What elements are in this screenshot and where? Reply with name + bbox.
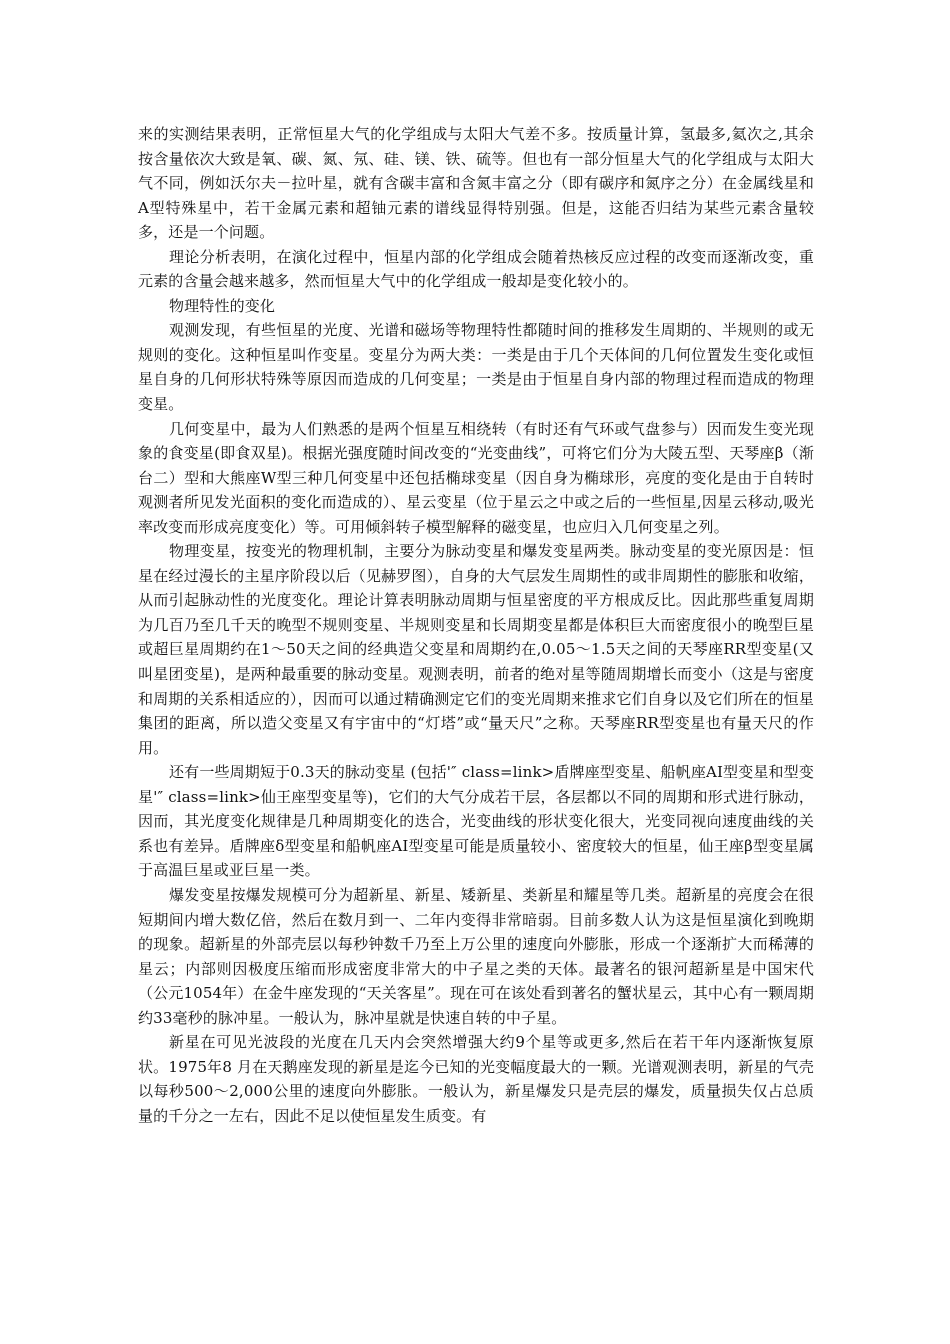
paragraph-theory-analysis: 理论分析表明，在演化过程中，恒星内部的化学组成会随着热核反应过程的改变而逐渐改变，重元素的含量会越来越多，然而恒星大气中的化学组成一般却是变化较小的。: [138, 247, 814, 291]
document-page: [138, 122, 814, 1128]
paragraph-variable-stars: 观测发现，有些恒星的光度、光谱和磁场等物理特性都随时间的推移发生周期的、半规则的或无规则的变化。这种恒星叫作变星。变星分为两大类：一类是由于几个天体间的几何位置发生变化或恒星自身的几何形状特殊等原因而造成的几何变星；一类是由于恒星自身内部的物理过程而造成的物理变星。: [138, 321, 814, 414]
paragraph-short-period-pulsators: 还有一些周期短于0.3天的脉动变星 (包括'″ class=link>盾牌座型变星、船帆座AI型变星和型变星'″ class=link>仙王座型变星等)，它们的大气分成若干层，各层都以不同的周期和形式进行脉动，因而，其光度变化规律是几种周期变化的迭合，光变曲线的形状变化很大，光变同视向速度曲线的关系也有差异。盾牌座δ型变星和船帆座AI型变星可能是质量较小、密度较大的恒星，仙王座β型变星属于高温巨星或亚巨星一类。: [138, 763, 814, 880]
paragraph-physical-variables: 物理变星，按变光的物理机制，主要分为脉动变星和爆发变星两类。脉动变星的变光原因是：恒星在经过漫长的主星序阶段以后（见赫罗图），自身的大气层发生周期性的或非周期性的膨胀和收缩，从而引起脉动性的光度变化。理论计算表明脉动周期与恒星密度的平方根成反比。因此那些重复周期为几百乃至几千天的晚型不规则变星、半规则变星和长周期变星都是体积巨大而密度很小的晚型巨星或超巨星周期约在1～50天之间的经典造父变星和周期约在,0.05～1.5天之间的天琴座RR型变星(又叫星团变星)，是两种最重要的脉动变星。观测表明，前者的绝对星等随周期增长而变小（这是与密度和周期的关系相适应的），因而可以通过精确测定它们的变光周期来推求它们自身以及它们所在的恒星集团的距离，所以造父变星又有宇宙中的“灯塔”或“量天尺”之称。天琴座RR型变星也有量天尺的作用。: [138, 542, 814, 757]
paragraph-geometric-variables: 几何变星中，最为人们熟悉的是两个恒星互相绕转（有时还有气环或气盘参与）因而发生变光现象的食变星(即食双星)。根据光强度随时间改变的“光变曲线”，可将它们分为大陵五型、天琴座β（渐台二）型和大熊座W型三种几何变星中还包括椭球变星（因自身为椭球形，亮度的变化是由于自转时观测者所见发光面积的变化而造成的）、星云变星（位于星云之中或之后的一些恒星,因星云移动,吸光率改变而形成亮度变化）等。可用倾斜转子模型解释的磁变星，也应归入几何变星之列。: [138, 419, 814, 536]
paragraph-atmosphere-composition: 来的实测结果表明，正常恒星大气的化学组成与太阳大气差不多。按质量计算，氢最多,氦次之,其余按含量依次大致是氧、碳、氮、氖、硅、镁、铁、硫等。但也有一部分恒星大气的化学组成与太阳大气不同，例如沃尔夫－拉叶星，就有含碳丰富和含氮丰富之分（即有碳序和氮序之分）在金属线星和A型特殊星中，若干金属元素和超铀元素的谱线显得特别强。但是，这能否归结为某些元素含量较多，还是一个问题。: [138, 125, 814, 242]
section-heading-physical-changes: 物理特性的变化: [169, 296, 276, 315]
paragraph-novae: 新星在可见光波段的光度在几天内会突然增强大约9个星等或更多,然后在若干年内逐渐恢复原状。1975年8 月在天鹅座发现的新星是迄今已知的光变幅度最大的一颗。光谱观测表明，新星的气壳以每秒500～2,000公里的速度向外膨胀。一般认为，新星爆发只是壳层的爆发，质量损失仅占总质量的千分之一左右，因此不足以使恒星发生质变。有: [138, 1033, 814, 1125]
paragraph-eruptive-variables: 爆发变星按爆发规模可分为超新星、新星、矮新星、类新星和耀星等几类。超新星的亮度会在很短期间内增大数亿倍，然后在数月到一、二年内变得非常暗弱。目前多数人认为这是恒星演化到晚期的现象。超新星的外部壳层以每秒钟数千乃至上万公里的速度向外膨胀，形成一个逐渐扩大而稀薄的星云；内部则因极度压缩而形成密度非常大的中子星之类的天体。最著名的银河超新星是中国宋代（公元1054年）在金牛座发现的“天关客星”。现在可在该处看到著名的蟹状星云，其中心有一颗周期约33毫秒的脉冲星。一般认为，脉冲星就是快速自转的中子星。: [138, 885, 814, 1027]
